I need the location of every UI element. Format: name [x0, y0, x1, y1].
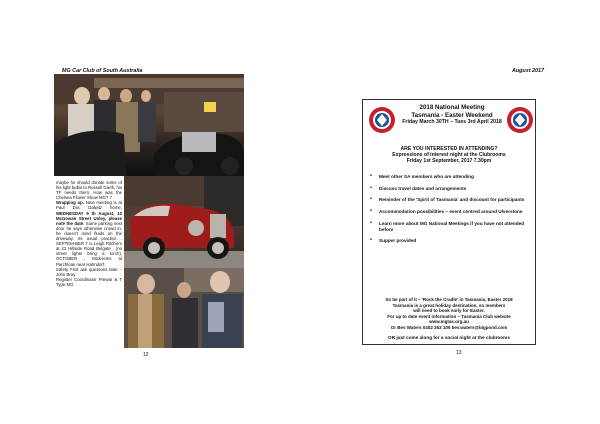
article-meeting-date: WEDNESDAY 9 th August, 10 McGowan Street Unley, please note the date — [56, 210, 122, 226]
agenda-bullet-list — [368, 174, 532, 250]
interest-line-2: Expressions of interest night at the Clubrooms — [392, 152, 506, 159]
list-item: • Meet other SA members who are attending — [368, 174, 532, 180]
article-para-2: Next meeting is at Paul Doc Dalwitz home, — [56, 200, 122, 211]
list-item: • Reminder of the 'Spirit of Tasmania' and discount for participants — [368, 197, 532, 203]
article-para-2-tail: . Some parking next door he says otherwise crowd in, he doesn't mind fluids on the driveway. its usual practice . SEPTEM-BER 7 is Leigh Ritchie's at 21 Hillside Road Belgate , (no street lights bring a torch), OCTOBER , Mick-lems at Parchloan near Hahndorf. — [56, 220, 122, 267]
meeting-title-block — [390, 104, 514, 126]
meeting-footer-block — [366, 297, 532, 340]
footer-social-night: OR just come along for a social night at the clubrooms — [388, 334, 510, 340]
list-item: • Supper provided — [368, 238, 532, 244]
page-number-left: 12 — [143, 352, 149, 358]
page-header-left: MG Car Club of South Australia — [62, 68, 143, 74]
footer-line-4: For up to date event information – Tasmania Club website — [387, 313, 511, 319]
footer-contact: Or Bev Waters 0402 263 105 bev.waters@bigpond.com — [390, 324, 508, 330]
page-header-right: August 2017 — [511, 68, 544, 74]
interest-question: ARE YOU INTERESTED IN ATTENDING? — [400, 146, 498, 152]
meeting-title: 2018 National Meeting — [419, 104, 485, 111]
meeting-dates: Friday March 30TH – Tues 3rd April 2018 — [402, 119, 502, 126]
meeting-subtitle: Tasmania - Easter Weekend — [411, 111, 493, 119]
list-item: • Accommodation possibilities – event centred around Ulverstone — [368, 209, 532, 215]
article-wrapping-up: Wrapping up. — [56, 200, 84, 206]
footer-line-1: So be part of it – 'Rock the Cradle' in Tasmania, Easter 2018 — [385, 297, 513, 302]
photo-garage-group — [54, 74, 244, 176]
article-para-3: Safety First ask questions later. - John Bray — [56, 266, 122, 277]
photo-red-mg-car — [124, 176, 244, 268]
interest-line-3: Friday 1st September, 2017 7.30pm — [406, 158, 492, 165]
article-para-1: maybe he should donate some of his light bulbs to Russell Garth, his TF needs them. How was the Chelsea Flower Show MG? ? — [56, 180, 122, 201]
page-number-right: 13 — [456, 350, 462, 356]
article-para-4: Register Coordinator Prewar & T Type MG — [56, 276, 122, 287]
list-item: • Discuss travel dates and arrangements — [368, 186, 532, 192]
list-item: • Learn more about MG National Meetings if you have not attended before — [368, 221, 532, 232]
photo-members-talking — [124, 268, 244, 348]
interest-block — [366, 146, 532, 165]
footer-website: www.mgtas.org.au — [429, 319, 469, 325]
footer-line-3: will need to book early for Easter. — [413, 308, 485, 314]
left-article-text — [56, 180, 122, 287]
footer-line-2: Tasmania is a great holiday destination, so members — [392, 302, 506, 308]
